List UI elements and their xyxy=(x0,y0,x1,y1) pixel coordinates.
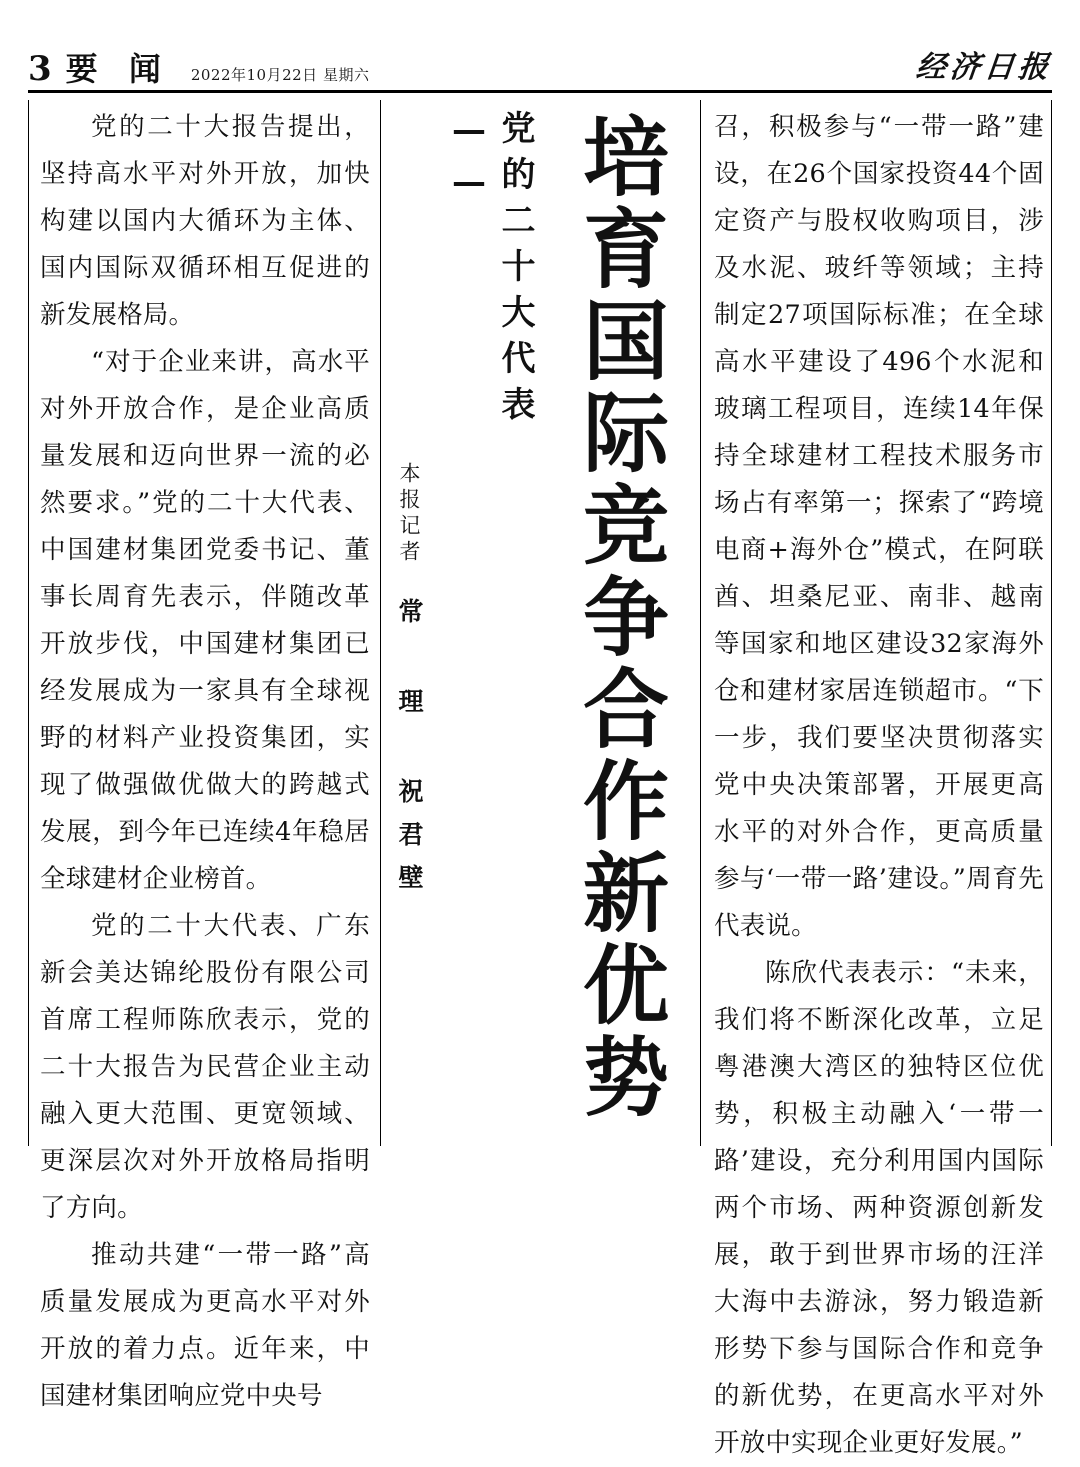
column-rule-far-right xyxy=(1051,100,1052,1146)
paragraph: 陈欣代表表示：“未来，我们将不断深化改革，立足粤港澳大湾区的独特区位优势，积极主动融入‘一带一路’建设，充分利用国内国际两个市场、两种资源创新发展，敢于到世界市场的汪洋大海中去游泳，努力锻造新形势下参与国际合作和竞争的新优势，在更高水平对外开放中实现企业更好发展。” xyxy=(714,958,1044,1458)
article-column-right xyxy=(714,104,1044,1467)
paragraph: 党的二十大代表、广东新会美达锦纶股份有限公司首席工程师陈欣表示，党的二十大报告为民营企业主动融入更大范围、更宽领域、更深层次对外开放格局指明了方向。 xyxy=(40,911,370,1223)
byline-names: 常 理 祝君壁 xyxy=(395,598,424,907)
shoulder-text: 党的二十大代表 xyxy=(495,110,535,432)
article-body xyxy=(28,98,1052,1458)
section-title: 要 闻 xyxy=(65,50,171,88)
paragraph: 推动共建“一带一路”高质量发展成为更高水平对外开放的着力点。近年来，中国建材集团响应党中央号 xyxy=(40,1240,370,1411)
issue-date: 2022年10月22日 星期六 xyxy=(190,66,370,84)
column-rule-middle xyxy=(380,100,381,1146)
byline-label: 本报记者 xyxy=(397,462,421,566)
shoulder-dash: —— xyxy=(449,110,489,214)
article-shoulder-heading xyxy=(446,110,538,432)
column-rule-left xyxy=(28,100,29,1146)
article-byline xyxy=(392,462,426,907)
page-number: 3 xyxy=(28,49,52,89)
headline-block xyxy=(384,102,698,1148)
paragraph: 党的二十大报告提出，坚持高水平对外开放，加快构建以国内大循环为主体、国内国际双循环相互促进的新发展格局。 xyxy=(40,112,370,330)
column-rule-right xyxy=(700,100,701,1146)
paragraph: 召，积极参与“一带一路”建设，在26个国家投资44个固定资产与股权收购项目，涉及水泥、玻纤等领域；主持制定27项国际标准；在全球高水平建设了496个水泥和玻璃工程项目，连续14年保持全球建材工程技术服务市场占有率第一；探索了“跨境电商+海外仓”模式，在阿联酋、坦桑尼亚、南非、越南等国家和地区建设32家海外仓和建材家居连锁超市。“下一步，我们要坚决贯彻落实党中央决策部署，开展更高水平的对外合作，更高质量参与‘一带一路’建设。”周育先代表说。 xyxy=(714,112,1044,941)
masthead xyxy=(28,30,1054,89)
newspaper-nameplate: 经济日报 xyxy=(914,50,1054,85)
masthead-divider xyxy=(28,90,1052,93)
article-column-left xyxy=(40,104,370,1420)
article-headline: 培育国际竞争合作新优势 xyxy=(568,112,669,1124)
paragraph: “对于企业来讲，高水平对外开放合作，是企业高质量发展和迈向世界一流的必然要求。”党的二十大代表、中国建材集团党委书记、董事长周育先表示，伴随改革开放步伐，中国建材集团已经发展成为一家具有全球视野的材料产业投资集团，实现了做强做优做大的跨越式发展，到今年已连续4年稳居全球建材企业榜首。 xyxy=(40,347,370,894)
